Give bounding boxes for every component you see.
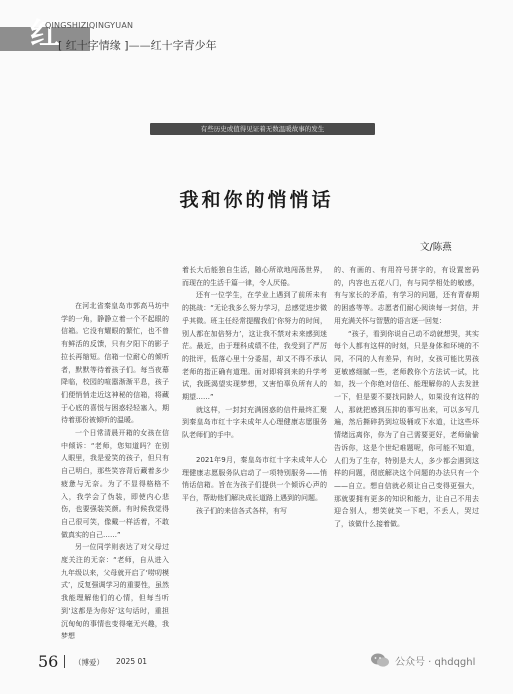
intro-banner: 有些历史或值得见证着无数温暖故事的发生 [150,123,375,135]
paragraph: 还有一位学生，在学业上遇到了前所未有的挑战：“无论我多么努力学习，总感觉进步微乎其微。班主任经常提醒我们‘你努力的时间，别人都在加倍努力’，这让我不禁对未来感到迷茫。最近，由于理科成绩不佳，我受到了严厉的批评，低落心里十分委屈，却又不得不承认老师的指正确有道理。面对即将到来的升学考试，我既渴望实现梦想，又害怕辜负所有人的期望……” [182,291,327,402]
text-column-1 [61,300,169,641]
paragraph: 2021年9月，秦皇岛市红十字未成年人心理健康志愿服务队启动了一项特别服务——悄悄话信箱。旨在为孩子们提供一个倾诉心声的平台，帮助他们解决成长道路上遇到的问题。 [182,455,327,502]
header-column-letter: 红 [30,17,60,52]
wechat-watermark [370,651,475,669]
footer-divider [64,655,65,668]
paragraph: 的、有画的、有用符号拼字的，有设置密码的，内容也五花八门，有与同学相处的敏感，有与家长的矛盾，有学习的问题，还有青春期的困惑等等。志愿者们耐心阅读每一封信，并用充满关怀与智慧的语言逐一回复： [334,266,479,325]
column-name: [ 红十字情缘 ] [58,39,129,52]
journal-name: （博爱） [74,658,104,667]
header-pinyin: QINGSHIZIQINGYUAN [45,21,134,30]
wechat-icon [370,652,390,668]
text-column-2 [182,264,327,634]
paragraph: 另一位同学则表达了对父母过度关注的无奈：“老师，自从进入九年级以来，父母就开启了‘唠叨模式’，反复强调学习的重要性，虽然我能理解他们的心情，但每当听到‘这都是为你好’这句话时，重担沉甸甸的事情也变得毫无兴趣，我梦想 [61,543,169,641]
article-author: 文/陈燕 [420,242,452,253]
paragraph: “孩子，看到你说自己动不动就想哭，其实每个人都有这样的时刻，只是身体和环境的不同，不同的人有差异，有时，女孩可能比男孩更敏感细腻一些，老师教你个方法试一试，比如，找一个你绝对信任、能理解你的人去发泄一下，但是要不要找同龄人，如果没有这样的人，那就把感到压抑的事写出来，可以多写几遍，然后撕碎扔到垃圾桶或下水道，让这些坏情绪远离你，你为了自己需要更好，老师偷偷告诉你，这是个世纪难题呢，你可能不知道，人们为了生存，特别是大人，多少都会遇到这样的问题，彻底解决这个问题的办法只有一个——自立。想自信就必须让自己变得更强大，那就要拥有更多的知识和能力，让自己不用去迎合别人，想笑就笑一下吧，不丢人，哭过了，该做什么接着做。 [334,329,479,529]
header-column-label [58,37,217,53]
watermark-text: 公众号 · qhdqghl [395,656,476,668]
page-number: 56 [38,652,59,671]
paragraph: 孩子们的来信各式各样，有写 [196,506,287,515]
paragraph: 在河北省秦皇岛市郭高马坊中学的一角，静静立着一个不起眼的信箱。它没有耀眼的繁忙，也不曾有鲜活的反馈，只有夕阳下的影子拉长再缩短。信箱一位耐心的倾听者，默默等待着孩子们。每当夜幕降临，校园的喧嚣渐渐平息，孩子们便悄悄走近这神秘的信箱，将藏于心底的喜悦与困惑轻轻塞入，期待着那份被倾听的温暖。 [61,302,169,425]
paragraph: 一个日常清晨开箱的女孩在信中倾诉：“老师，您知道吗？在别人眼里，我是爱笑的孩子，但只有自己明白，那些笑容背后藏着多少疲惫与无奈。为了不显得格格不入，我学会了伪装，即使内心悲伤，也要强装笑颜。有时候我觉得自己很可笑，像戴一样活着，不敢做真实的自己……” [61,429,169,539]
text-column-3 [334,264,479,634]
article-title: 我和你的悄悄话 [179,189,334,211]
column-subname: 红十字青少年 [150,39,217,52]
paragraph: 着长大后能独自生活，随心所欲地闯荡世界，而现在的生活千篇一律，令人厌倦。 [182,266,327,287]
paragraph: 就这样，一封封充满困惑的信件最终汇聚到秦皇岛市红十字未成年人心理健康志愿服务队老师们的手中。 [182,405,327,440]
column-dash: —— [128,39,151,52]
issue-date: 2025 01 [116,657,148,666]
